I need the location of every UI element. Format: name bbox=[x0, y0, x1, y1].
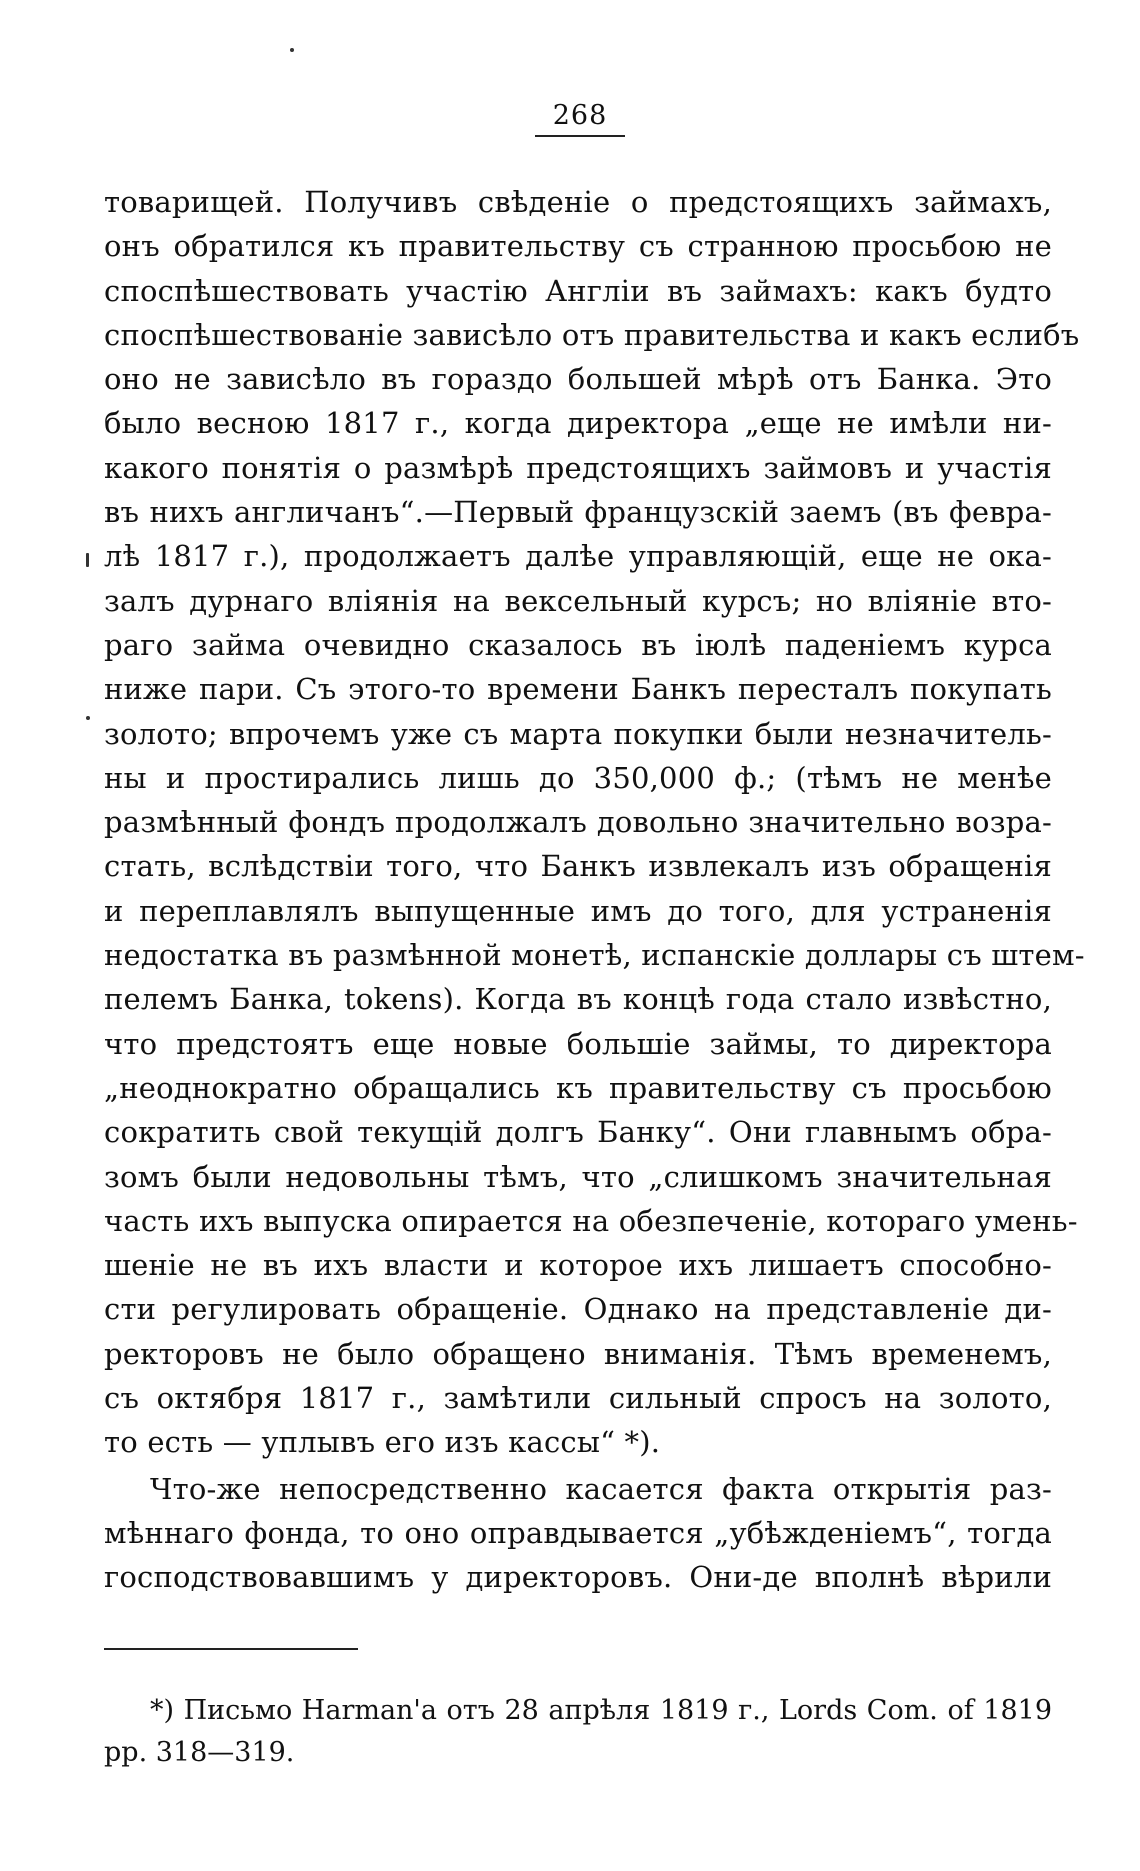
text-line: господствовавшимъ у директоровъ. Они-де вполнѣ вѣрили bbox=[104, 1560, 1052, 1595]
text-line: зомъ были недовольны тѣмъ, что „слишкомъ значительная bbox=[104, 1159, 1052, 1194]
footnote-rule bbox=[104, 1648, 358, 1650]
text-line: сократить свой текущій долгъ Банку“. Они главнымъ обра- bbox=[104, 1115, 1052, 1150]
footnote-line: pp. 318—319. bbox=[104, 1737, 295, 1768]
footnote-line: *) Письмо Harman'a отъ 28 апрѣля 1819 г., Lords Com. of 1819 bbox=[150, 1695, 1052, 1726]
text-line: размѣнный фондъ продолжалъ довольно значительно возра- bbox=[104, 805, 1052, 840]
text-line: и переплавлялъ выпущенные имъ до того, для устраненія bbox=[104, 893, 1052, 928]
text-line: онъ обратился къ правительству съ странною просьбою не bbox=[104, 229, 1052, 264]
text-line: ниже пари. Съ этого-то времени Банкъ пересталъ покупать bbox=[104, 672, 1052, 707]
text-line: „неоднократно обращались къ правительству съ просьбою bbox=[104, 1070, 1052, 1105]
text-line: ны и простирались лишь до 350,000 ф.; (тѣмъ не менѣе bbox=[104, 760, 1052, 795]
print-speck bbox=[86, 716, 90, 720]
page-number: 268 bbox=[535, 100, 626, 137]
text-line: сти регулировать обращеніе. Однако на представленіе ди- bbox=[104, 1292, 1052, 1327]
text-line: то есть — уплывъ его изъ кассы“ *). bbox=[104, 1425, 661, 1460]
text-line: лѣ 1817 г.), продолжаетъ далѣе управляющій, еще не ока- bbox=[104, 539, 1052, 574]
footnote bbox=[104, 1690, 1052, 1774]
text-line: Что-же непосредственно касается факта открытія раз- bbox=[150, 1471, 1052, 1506]
text-line: мѣннаго фонда, то оно оправдывается „убѣжденіемъ“, тогда bbox=[104, 1515, 1052, 1550]
text-line: въ нихъ англичанъ“.—Первый французскій заемъ (въ февра- bbox=[104, 495, 1052, 530]
text-line: залъ дурнаго вліянія на вексельный курсъ; но вліяніе вто- bbox=[104, 583, 1052, 618]
text-line: споспѣшествованіе зависѣло отъ правительства и какъ еслибъ bbox=[104, 317, 1080, 352]
text-line: товарищей. Получивъ свѣденіе о предстоящихъ займахъ, bbox=[104, 185, 1052, 219]
text-line: какого понятія о размѣрѣ предстоящихъ займовъ и участія bbox=[104, 450, 1052, 485]
text-line: что предстоятъ еще новые большіе займы, то директора bbox=[104, 1026, 1052, 1061]
text-line: было весною 1817 г., когда директора „еще не имѣли ни- bbox=[104, 406, 1052, 441]
print-speck bbox=[86, 553, 89, 567]
text-line: ректоровъ не было обращено вниманія. Тѣмъ временемъ, bbox=[104, 1336, 1052, 1371]
text-line: стать, вслѣдствіи того, что Банкъ извлекалъ изъ обращенія bbox=[104, 849, 1052, 884]
text-line: раго займа очевидно сказалось въ іюлѣ паденіемъ курса bbox=[104, 627, 1052, 662]
text-line: золото; впрочемъ уже съ марта покупки были незначитель- bbox=[104, 716, 1052, 751]
page-header bbox=[0, 100, 1140, 137]
text-line: недостатка въ размѣнной монетѣ, испанскіе доллары съ штем- bbox=[104, 938, 1085, 973]
text-line: споспѣшествовать участію Англіи въ займахъ: какъ будто bbox=[104, 273, 1052, 308]
text-line: пелемъ Банка, tokens). Когда въ концѣ года стало извѣстно, bbox=[104, 982, 1052, 1017]
text-line: съ октября 1817 г., замѣтили сильный спросъ на золото, bbox=[104, 1381, 1052, 1416]
text-line: оно не зависѣло въ гораздо большей мѣрѣ отъ Банка. Это bbox=[104, 362, 1052, 397]
main-text bbox=[104, 180, 1085, 1600]
text-line: часть ихъ выпуска опирается на обезпеченіе, котораго умень- bbox=[104, 1203, 1078, 1238]
print-speck bbox=[290, 48, 294, 52]
text-line: шеніе не въ ихъ власти и которое ихъ лишаетъ способно- bbox=[104, 1248, 1052, 1283]
